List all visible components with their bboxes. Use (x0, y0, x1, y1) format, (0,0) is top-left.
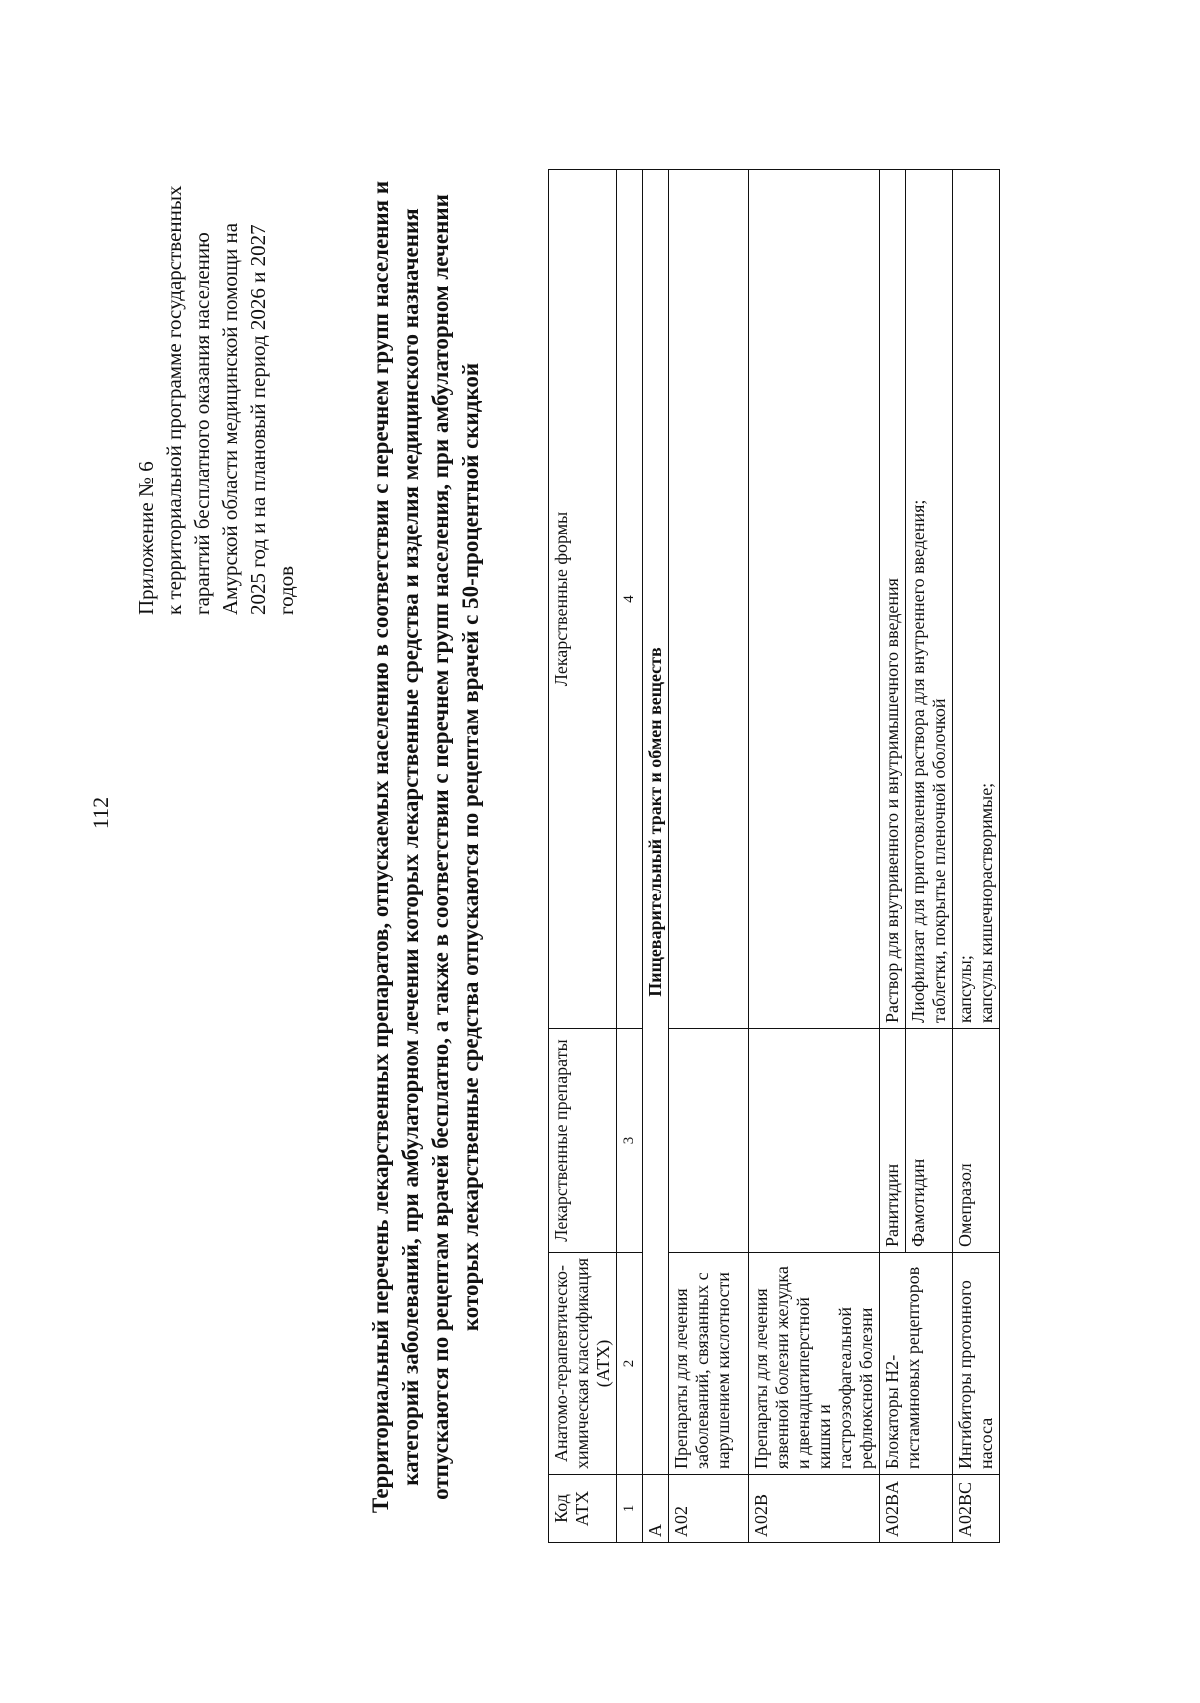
appendix-line: гарантий бесплатного оказания населению (190, 232, 214, 615)
header-atc: Анатомо-терапевтическо-химическая классификация (АТХ) (549, 1253, 617, 1475)
column-number: 4 (617, 170, 643, 1029)
table-row (749, 170, 880, 1543)
document-title: Территориальный перечень лекарственных препаратов, отпускаемых населению в соответствии с перечнем групп населения и категорий заболеваний, при амбулаторном лечении которых лекарственные средства и изделия медицинского назначения отпускаются по рецептам врачей бесплатно, а также в соответствии с перечнем групп населения, при амбулаторном лечении которых лекарственные средства отпускаются по рецептам врачей с 50-процентной скидкой (368, 180, 483, 1514)
row-preparation (669, 1029, 749, 1253)
appendix-note (132, 55, 300, 615)
table-row (953, 170, 1000, 1543)
appendix-line: Приложение № 6 (134, 461, 158, 615)
row-atc: Препараты для лечения заболеваний, связанных с нарушением кислотности (669, 1253, 749, 1475)
row-atc: Препараты для лечения язвенной болезни желудка и двенадцатиперстной кишки и гастроэзофагеальной рефлюксной болезни (749, 1253, 880, 1475)
row-forms: Раствор для внутривенного и внутримышечного введения (880, 170, 906, 1029)
column-number: 3 (617, 1029, 643, 1253)
appendix-line: годов (274, 565, 298, 615)
group-row (643, 170, 669, 1543)
row-code: A02B (749, 1475, 880, 1543)
row-code: A02BC (953, 1475, 1000, 1543)
row-forms (749, 170, 880, 1029)
row-atc: Ингибиторы протонного насоса (953, 1253, 1000, 1475)
group-title: Пищеварительный тракт и обмен веществ (643, 170, 669, 1475)
row-preparation: Омепразол (953, 1029, 1000, 1253)
row-preparation (749, 1029, 880, 1253)
drug-list-table (548, 169, 1000, 1543)
form-line: Лиофилизат для приготовления раствора для внутреннего введения; (908, 499, 928, 1023)
group-code: A (643, 1475, 669, 1543)
column-number-row (617, 170, 643, 1543)
form-line: таблетки, покрытые пленочной оболочкой (929, 698, 949, 1023)
appendix-line: к территориальной программе государственных (162, 185, 186, 615)
column-number: 2 (617, 1253, 643, 1475)
appendix-line: Амурской области медицинской помощи на (218, 222, 242, 615)
form-line: капсулы; (955, 955, 975, 1023)
row-forms (669, 170, 749, 1029)
row-forms (906, 170, 953, 1029)
table-row (669, 170, 749, 1543)
appendix-line: 2025 год и на плановый период 2026 и 2027 (246, 224, 270, 615)
header-forms: Лекарственные формы (549, 170, 617, 1029)
row-atc: Блокаторы H2-гистаминовых рецепторов (880, 1253, 953, 1475)
column-number: 1 (617, 1475, 643, 1543)
table-header-row (549, 170, 617, 1543)
form-line: капсулы кишечнорастворимые; (976, 782, 996, 1023)
row-code: A02 (669, 1475, 749, 1543)
row-forms (953, 170, 1000, 1029)
header-preparations: Лекарственные препараты (549, 1029, 617, 1253)
table-row (880, 170, 906, 1543)
header-code: Код АТХ (549, 1475, 617, 1543)
row-preparation: Ранитидин (880, 1029, 906, 1253)
row-preparation: Фамотидин (906, 1029, 953, 1253)
row-code: A02BA (880, 1475, 953, 1543)
page-number: 112 (88, 796, 113, 830)
